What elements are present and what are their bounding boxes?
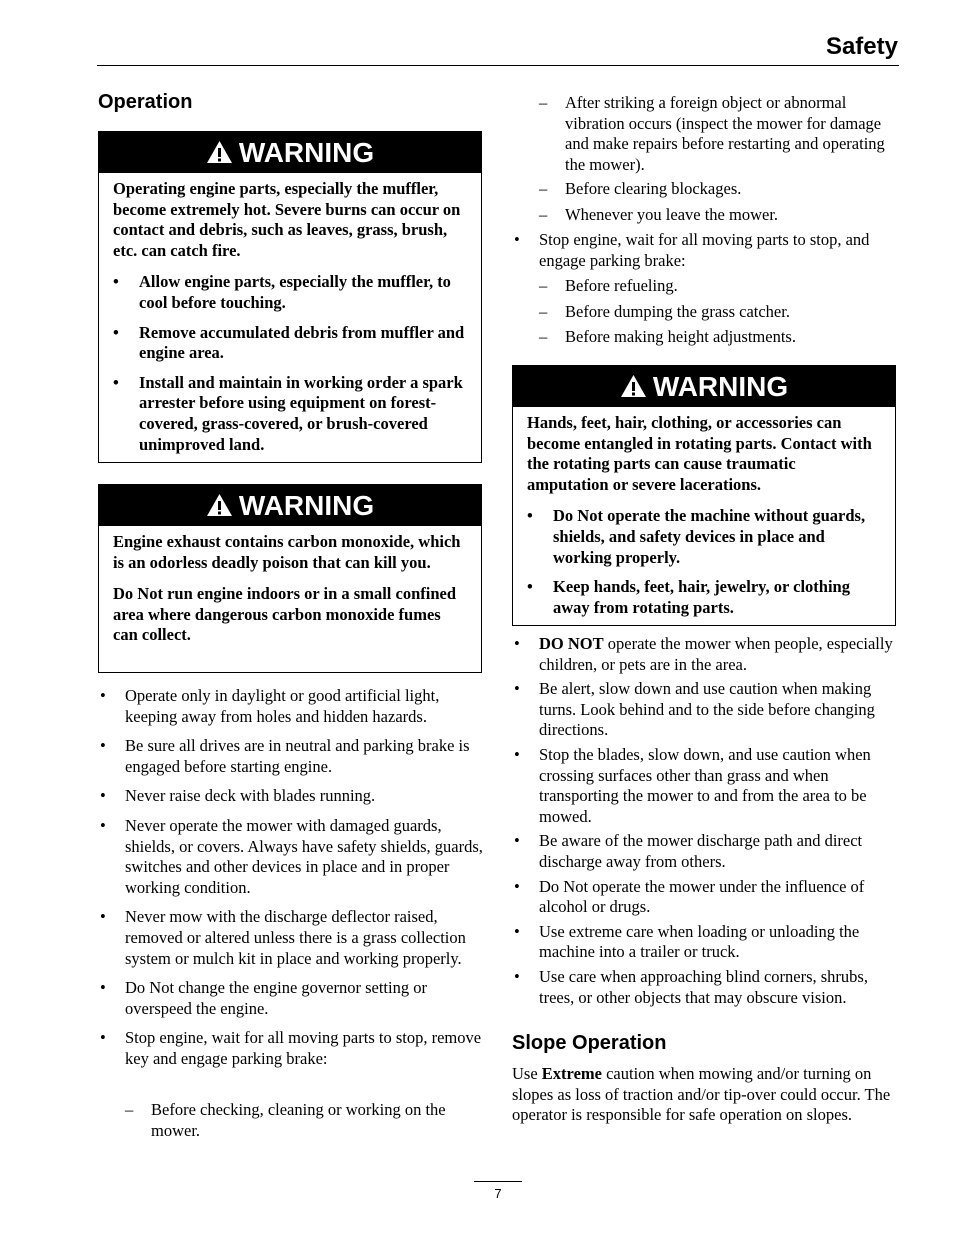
warning-triangle-icon <box>620 374 647 398</box>
list-item: • Stop the blades, slow down, and use caution when crossing surfaces other than grass and when transporting the mower to and from the area to be mowed. <box>512 745 902 827</box>
list-item: – Before clearing blockages. <box>512 179 902 200</box>
list-item: – Before checking, cleaning or working on the mower. <box>98 1100 486 1141</box>
warning-paragraph: Do Not run engine indoors or in a small confined area where dangerous carbon monoxide fumes can collect. <box>113 584 457 645</box>
operation-sub-list <box>98 1100 486 1141</box>
dash-list-top <box>512 93 902 226</box>
list-item: • Use extreme care when loading or unloading the machine into a trailer or truck. <box>512 922 902 963</box>
slope-text-post: caution when mowing and/or turning on slopes as loss of traction and/or tip-over could occur. The operator is responsible for safe operation on slopes. <box>512 1064 891 1125</box>
slope-text-pre: Use <box>512 1064 542 1083</box>
footer-rule <box>474 1181 522 1182</box>
list-item: – Before dumping the grass catcher. <box>512 302 902 323</box>
list-item: • Be sure all drives are in neutral and parking brake is engaged before starting engine. <box>98 736 486 777</box>
list-item: • Use care when approaching blind corners, shrubs, trees, or other objects that may obscure vision. <box>512 967 902 1008</box>
warning-triangle-icon <box>206 140 233 164</box>
header-rule <box>97 65 899 66</box>
warning-item: • Install and maintain in working order a spark arrester before using equipment on forest-covered, grass-covered, or brush-covered unimproved land. <box>113 373 467 455</box>
warning-intro: Hands, feet, hair, clothing, or accessories can become entangled in rotating parts. Contact with the rotating parts can cause traumatic amputation or severe lacerations. <box>527 413 872 494</box>
list-item: • Do Not change the engine governor setting or overspeed the engine. <box>98 978 486 1019</box>
list-item: – Before refueling. <box>512 276 902 297</box>
slope-paragraph <box>512 1064 902 1126</box>
dash-list-mid <box>512 276 902 348</box>
warning-header <box>513 366 895 407</box>
list-item: • Operate only in daylight or good artificial light, keeping away from holes and hidden hazards. <box>98 686 486 727</box>
list-item: – Whenever you leave the mower. <box>512 205 902 226</box>
warning-triangle-icon <box>206 493 233 517</box>
warning-box-carbon-monoxide <box>98 484 482 673</box>
warning-intro: Operating engine parts, especially the muffler, become extremely hot. Severe burns can occur on contact and debris, such as leaves, grass, brush, etc. can catch fire. <box>113 179 461 260</box>
stop-engine-bullet <box>512 230 902 271</box>
warning-item: • Do Not operate the machine without guards, shields, and safety devices in place and working properly. <box>527 506 881 568</box>
section-title: Safety <box>825 33 898 60</box>
warning-label: WARNING <box>652 370 789 402</box>
list-item: – Before making height adjustments. <box>512 327 902 348</box>
warning-item: • Allow engine parts, especially the muffler, to cool before touching. <box>113 272 467 313</box>
warning-header <box>99 485 481 526</box>
list-item: • Never operate the mower with damaged guards, shields, or covers. Always have safety shields, guards, switches and other devices in place and in proper working condition. <box>98 816 486 898</box>
list-item: • Never raise deck with blades running. <box>98 786 486 807</box>
right-bullet-list <box>512 634 902 1008</box>
list-item: – After striking a foreign object or abnormal vibration occurs (inspect the mower for damage and make repairs before restarting and operating the mower). <box>512 93 902 175</box>
list-item: • Never mow with the discharge deflector raised, removed or altered unless there is a grass collection system or mulch kit in place and working properly. <box>98 907 486 969</box>
list-item: • Be alert, slow down and use caution when making turns. Look behind and to the side before changing directions. <box>512 679 902 741</box>
slope-emphasis: Extreme <box>541 1064 602 1083</box>
warning-box-hot-parts <box>98 131 482 463</box>
page-number: 7 <box>494 1186 502 1201</box>
warning-paragraph: Engine exhaust contains carbon monoxide, which is an odorless deadly poison that can kill you. <box>113 532 461 572</box>
warning-header <box>99 132 481 173</box>
warning-box-rotating-parts <box>512 365 896 626</box>
slope-operation-heading: Slope Operation <box>512 1032 667 1054</box>
warning-item: • Remove accumulated debris from muffler and engine area. <box>113 323 467 364</box>
operation-heading: Operation <box>98 91 193 113</box>
warning-label: WARNING <box>238 489 375 521</box>
list-item: • Be aware of the mower discharge path and direct discharge away from others. <box>512 831 902 872</box>
list-item: • Stop engine, wait for all moving parts to stop, remove key and engage parking brake: <box>98 1028 486 1069</box>
warning-label: WARNING <box>238 136 375 168</box>
warning-item: • Keep hands, feet, hair, jewelry, or clothing away from rotating parts. <box>527 577 881 618</box>
list-item: • Do Not operate the mower under the influence of alcohol or drugs. <box>512 877 902 918</box>
list-item <box>512 634 902 675</box>
operation-bullet-list <box>98 686 486 1079</box>
list-item: • Stop engine, wait for all moving parts to stop, and engage parking brake: <box>512 230 902 271</box>
do-not-text: operate the mower when people, especially children, or pets are in the area. <box>539 634 893 674</box>
do-not-emphasis: DO NOT <box>539 634 604 653</box>
